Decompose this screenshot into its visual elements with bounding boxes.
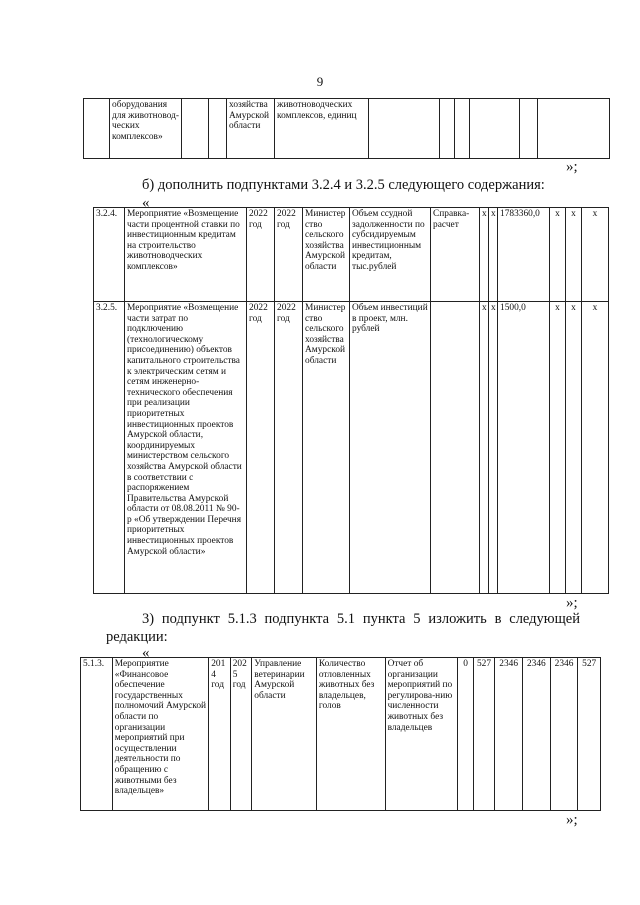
top-cell-indicator: животноводческих комплексов, единиц bbox=[275, 99, 369, 159]
executor: Министерство сельского хозяйства Амурской области bbox=[303, 302, 350, 594]
event-name: Мероприятие «Возмещение части затрат по подключению (технологическому присоединению) объектов капитального строительства к электрическим сетям и сетям инженерно-технического обеспечения при реализации приоритетных инвестиционных проектов Амурской области, координируемых министерством сельского хозяйства Амурской области в соответствии с распоряжением Правительства Амурской области от 08.08.2011 № 90-р «Об утверждении Перечня приоритетных инвестиционных проектов Амурской области» bbox=[125, 302, 247, 594]
top-cell-0 bbox=[84, 99, 110, 159]
paragraph-3-line-1 bbox=[142, 610, 580, 629]
source: Отчет об организации мероприятий по регулирова-нию численности животных без владельцев bbox=[385, 658, 458, 811]
value-2: х bbox=[489, 302, 498, 594]
start-year: 2022 год bbox=[247, 208, 275, 302]
paragraph-b: б) дополнить подпунктами 3.2.4 и 3.2.5 следующего содержания: bbox=[142, 177, 545, 193]
value-6: х bbox=[582, 302, 609, 594]
value-6: х bbox=[582, 208, 609, 302]
indicator: Объем инвестиций в проект, млн. рублей bbox=[350, 302, 431, 594]
opening-quote-b: « bbox=[142, 195, 150, 211]
paragraph-3-text: 3) подпункт 5.1.3 подпункта 5.1 пункта 5 изложить в следующей bbox=[142, 611, 580, 627]
value-2: 527 bbox=[473, 658, 495, 811]
indicator: Объем ссудной задолженности по субсидируемым инвестиционным кредитам, тыс.рублей bbox=[350, 208, 431, 302]
value-4: 2346 bbox=[522, 658, 550, 811]
paragraph-3-line-2: редакции: bbox=[106, 629, 168, 645]
row-number: 5.1.3. bbox=[81, 658, 113, 811]
start-year: 2022 год bbox=[247, 302, 275, 594]
end-year: 2022 год bbox=[275, 302, 303, 594]
closing-quote-b: »; bbox=[566, 595, 578, 611]
top-cell-3 bbox=[209, 99, 227, 159]
top-cell-2 bbox=[182, 99, 209, 159]
event-name: Мероприятие «Возмещение части процентной ставки по инвестиционным кредитам на строительство животноводческих комплексов» bbox=[125, 208, 247, 302]
page-number: 9 bbox=[316, 74, 324, 89]
value-3: 2346 bbox=[495, 658, 523, 811]
top-cell-9 bbox=[470, 99, 520, 159]
value-6: 527 bbox=[578, 658, 601, 811]
top-cell-7 bbox=[440, 99, 455, 159]
event-name: Мероприятие «Финансовое обеспечение государственных полномочий Амурской области по организации мероприятий при осуществлении деятельности по обращению с животными без владельцев» bbox=[112, 658, 208, 811]
closing-quote-3: »; bbox=[566, 812, 578, 828]
start-year: 2014 год bbox=[209, 658, 231, 811]
top-cell-8 bbox=[455, 99, 470, 159]
table-subpoint-5-1-3 bbox=[80, 657, 601, 811]
top-table bbox=[83, 98, 610, 159]
value-3: 1783360,0 bbox=[498, 208, 550, 302]
table-row-3-2-5 bbox=[94, 302, 609, 594]
executor: Министерство сельского хозяйства Амурской области bbox=[303, 208, 350, 302]
opening-quote-3: « bbox=[142, 645, 150, 661]
value-1: х bbox=[480, 302, 489, 594]
closing-quote-top: »; bbox=[566, 159, 578, 175]
top-cell-11 bbox=[538, 99, 610, 159]
table-row-3-2-4 bbox=[94, 208, 609, 302]
value-3: 1500,0 bbox=[498, 302, 550, 594]
row-number: 3.2.4. bbox=[94, 208, 125, 302]
value-1: 0 bbox=[458, 658, 473, 811]
value-1: х bbox=[480, 208, 489, 302]
top-cell-name: оборудования для животновод-ческих комплексов» bbox=[110, 99, 182, 159]
end-year: 2025 год bbox=[230, 658, 252, 811]
end-year: 2022 год bbox=[275, 208, 303, 302]
top-cell-10 bbox=[520, 99, 538, 159]
value-4: х bbox=[550, 208, 566, 302]
table-row-5-1-3 bbox=[81, 658, 601, 811]
top-cell-executor: хозяйства Амурской области bbox=[227, 99, 275, 159]
executor: Управление ветеринарии Амурской области bbox=[252, 658, 317, 811]
value-5: х bbox=[566, 302, 582, 594]
value-4: х bbox=[550, 302, 566, 594]
source bbox=[431, 302, 480, 594]
source: Справка-расчет bbox=[431, 208, 480, 302]
indicator: Количество отловленных животных без владельцев, голов bbox=[316, 658, 385, 811]
top-cell-6 bbox=[369, 99, 440, 159]
value-5: 2346 bbox=[550, 658, 578, 811]
value-2: х bbox=[489, 208, 498, 302]
value-5: х bbox=[566, 208, 582, 302]
table-subpoints-3-2 bbox=[93, 207, 609, 594]
row-number: 3.2.5. bbox=[94, 302, 125, 594]
